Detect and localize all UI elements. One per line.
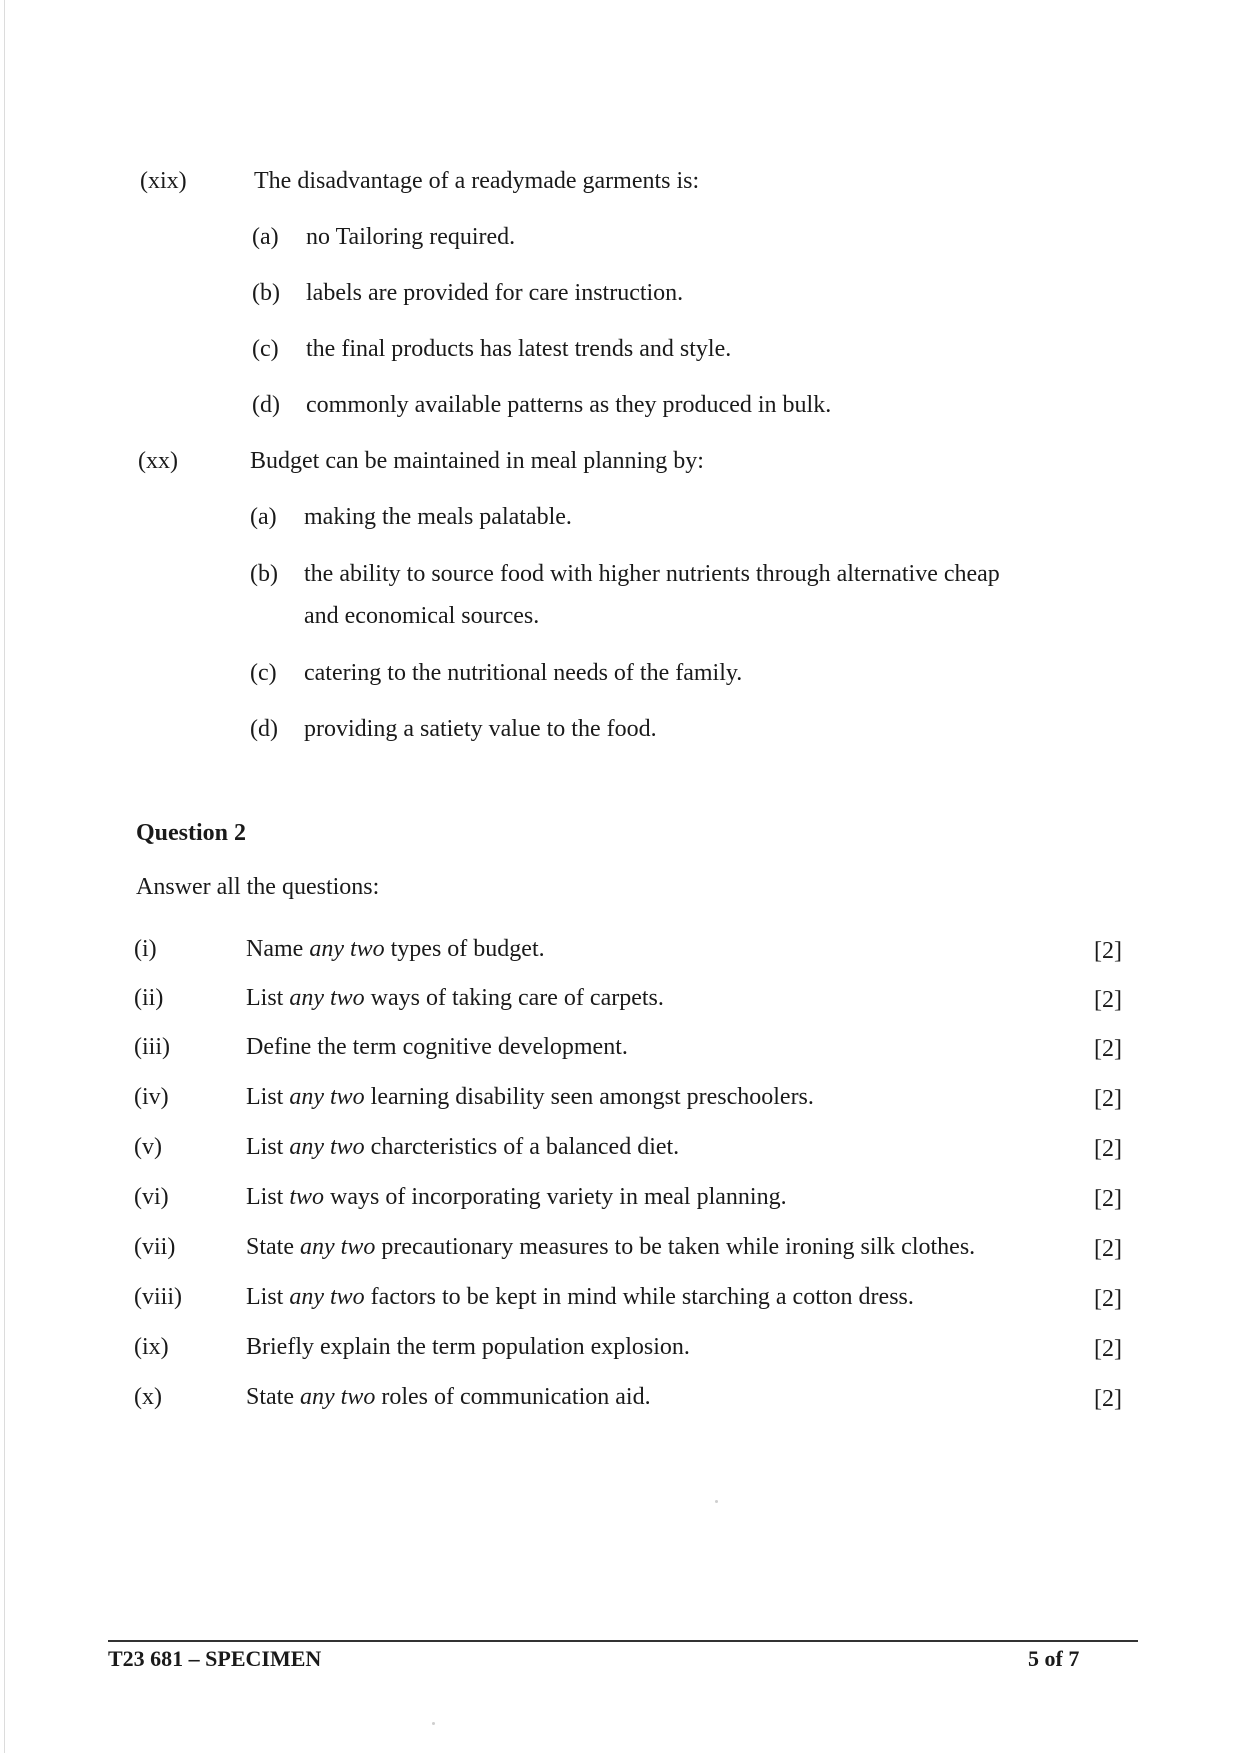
question-text: State any two precautionary measures to be taken while ironing silk clothes. — [246, 1234, 976, 1260]
option-letter: (d) — [250, 716, 278, 742]
question-text: Name any two types of budget. — [246, 936, 545, 962]
page-number: 5 of 7 — [1028, 1646, 1080, 1671]
question-number: (ii) — [134, 985, 164, 1011]
option-text: providing a satiety value to the food. — [304, 716, 657, 742]
option-letter: (c) — [250, 660, 277, 686]
question-row — [0, 1134, 1241, 1174]
question-marks: [2] — [1094, 1386, 1122, 1412]
question-text: List any two learning disability seen amongst preschoolers. — [246, 1084, 814, 1110]
option-letter: (b) — [250, 561, 278, 587]
option-text: no Tailoring required. — [306, 224, 516, 250]
question-text: List any two factors to be kept in mind while starching a cotton dress. — [246, 1284, 914, 1310]
page-edge-line — [4, 0, 5, 1753]
question-marks: [2] — [1094, 1186, 1122, 1212]
question-marks: [2] — [1094, 1136, 1122, 1162]
question-number: (ix) — [134, 1334, 169, 1360]
scan-speck — [715, 1500, 718, 1503]
question-text: List any two charcteristics of a balanced diet. — [246, 1134, 680, 1160]
option-letter: (a) — [250, 504, 277, 530]
option-letter: (a) — [252, 224, 279, 250]
option-text: making the meals palatable. — [304, 504, 572, 530]
question-marks: [2] — [1094, 1036, 1122, 1062]
option-text: catering to the nutritional needs of the family. — [304, 660, 743, 686]
question-number: (viii) — [134, 1284, 182, 1310]
question-row — [0, 1234, 1241, 1274]
option-text: the ability to source food with higher nutrients through alternative cheap — [304, 561, 1000, 587]
question-row — [0, 1084, 1241, 1124]
question-row — [0, 1334, 1241, 1374]
question-number: (i) — [134, 936, 157, 962]
question-marks: [2] — [1094, 1086, 1122, 1112]
question-text: List any two ways of taking care of carpets. — [246, 985, 664, 1011]
option-text: labels are provided for care instruction. — [306, 280, 684, 306]
question-row — [0, 936, 1241, 976]
question-text: Briefly explain the term population explosion. — [246, 1334, 690, 1360]
question-number: (v) — [134, 1134, 162, 1160]
question-number: (iv) — [134, 1084, 169, 1110]
question-text: List two ways of incorporating variety in meal planning. — [246, 1184, 787, 1210]
mcq-stem-xx: Budget can be maintained in meal planning by: — [250, 448, 704, 474]
question-marks: [2] — [1094, 987, 1122, 1013]
option-letter: (b) — [252, 280, 280, 306]
footer-divider — [108, 1640, 1138, 1642]
question-text: Define the term cognitive development. — [246, 1034, 628, 1060]
question-row — [0, 1384, 1241, 1424]
question-marks: [2] — [1094, 1336, 1122, 1362]
question-heading: Question 2 — [136, 820, 247, 846]
mcq-stem-xix: The disadvantage of a readymade garments is: — [254, 168, 700, 194]
question-number: (x) — [134, 1384, 162, 1410]
question-row — [0, 985, 1241, 1025]
question-instruction: Answer all the questions: — [136, 874, 380, 900]
option-text: the final products has latest trends and style. — [306, 336, 732, 362]
mcq-number-xx: (xx) — [138, 448, 178, 474]
question-marks: [2] — [1094, 1236, 1122, 1262]
option-letter: (d) — [252, 392, 280, 418]
option-letter: (c) — [252, 336, 279, 362]
question-marks: [2] — [1094, 938, 1122, 964]
question-marks: [2] — [1094, 1286, 1122, 1312]
option-text-continued: and economical sources. — [304, 603, 540, 629]
question-row — [0, 1184, 1241, 1224]
option-text: commonly available patterns as they produced in bulk. — [306, 392, 832, 418]
paper-code: T23 681 – SPECIMEN — [108, 1646, 322, 1671]
question-row — [0, 1284, 1241, 1324]
scan-speck — [432, 1722, 435, 1725]
question-number: (vii) — [134, 1234, 176, 1260]
question-text: State any two roles of communication aid. — [246, 1384, 651, 1410]
mcq-number-xix: (xix) — [140, 168, 187, 194]
question-row — [0, 1034, 1241, 1074]
question-number: (iii) — [134, 1034, 170, 1060]
question-number: (vi) — [134, 1184, 169, 1210]
